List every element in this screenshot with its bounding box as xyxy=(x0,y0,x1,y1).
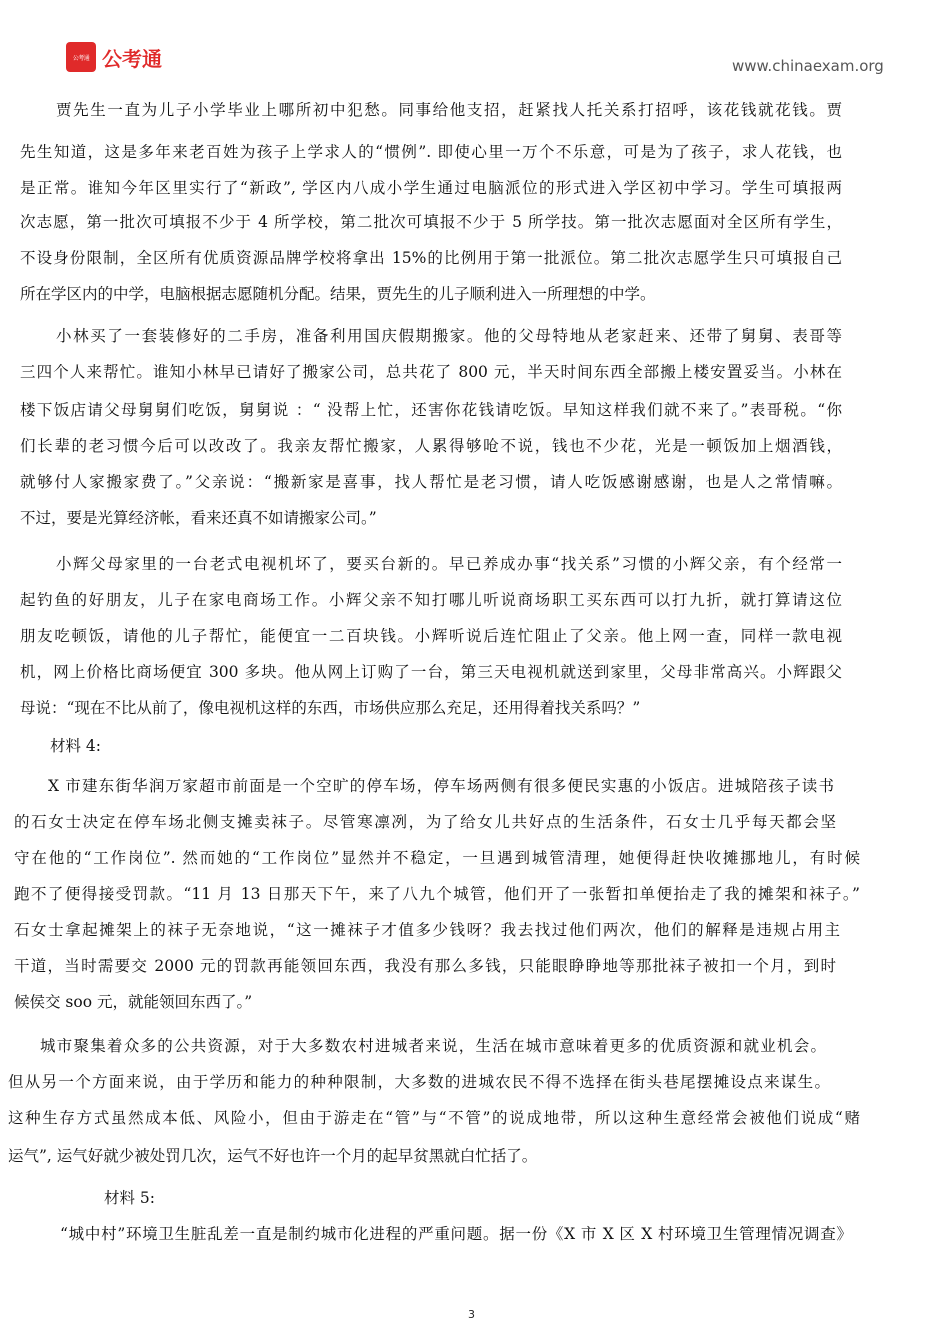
logo-badge-icon: 公考通 xyxy=(66,42,96,72)
paragraph-city-line: 城市聚集着众多的公共资源，对于大多数农村进城者来说，生活在城市意味着更多的优质资源和就业机会。 xyxy=(40,1037,826,1055)
paragraph-jia-line: 先生知道，这是多年来老百姓为孩子上学求人的“惯例”. 即使心里一万个不乐意，可是为了孩子，求人花钱，也 xyxy=(20,143,842,161)
paragraph-xiaohui-line: 起钓鱼的好朋友，儿子在家电商场工作。小辉父亲不知打哪儿听说商场职工买东西可以打九折，就打算请这位 xyxy=(20,591,842,609)
paragraph-city-line: 这种生存方式虽然成本低、风险小，但由于游走在“管”与“不管”的说成地带，所以这种生意经常会被他们说成“赌 xyxy=(8,1109,860,1127)
paragraph-jia-line: 次志愿，第一批次可填报不少于 4 所学校，第二批次可填报不少于 5 所学技。第一批次志愿面对全区所有学生， xyxy=(20,213,842,231)
header-url: www.chinaexam.org xyxy=(732,57,884,75)
header-logo xyxy=(66,42,162,72)
paragraph-city-line: 但从另一个方面来说，由于学历和能力的种种限制，大多数的进城农民不得不选择在街头巷尾摆摊设点来谋生。 xyxy=(8,1073,830,1091)
paragraph-city-line: 运气”, 运气好就少被处罚几次，运气不好也许一个月的起早贫黑就白忙括了。 xyxy=(8,1147,538,1165)
paragraph-shi-line: 候侯交 soo 元，就能领回东西了。” xyxy=(14,993,253,1011)
material-4-heading-line: 材料 4: xyxy=(50,737,102,755)
paragraph-xiaohui-line: 母说：“现在不比从前了，像电视机这样的东西，市场供应那么充足，还用得着找关系吗？” xyxy=(20,699,641,717)
material-5-heading-line: 材料 5: xyxy=(104,1189,156,1207)
paragraph-jia-line: 不设身份限制，全区所有优质资源品牌学校将拿出 15%的比例用于第一批派位。第二批次志愿学生只可填报自己 xyxy=(20,249,842,267)
paragraph-jia-line: 所在学区内的中学，电脑根据志愿随机分配。结果，贾先生的儿子顺利进入一所理想的中学。 xyxy=(20,285,656,303)
paragraph-village-line: “城中村”环境卫生脏乱差一直是制约城市化进程的严重问题。据一份《X 市 X 区 X 村环境卫生管理情况调查》 xyxy=(60,1225,852,1243)
paragraph-xiaohui-line: 小辉父母家里的一台老式电视机坏了，要买台新的。早已养成办事“找关系”习惯的小辉父亲，有个经常一 xyxy=(56,555,842,573)
paragraph-xiaolin-line: 楼下饭店请父母舅舅们吃饭，舅舅说 ：“ 没帮上忙，还害你花钱请吃饭。早知这样我们就不来了。”表哥税。“你 xyxy=(20,401,842,419)
paragraph-xiaolin-line: 不过，要是光算经济帐，看来还真不如请搬家公司。” xyxy=(20,509,377,527)
paragraph-jia-line: 贾先生一直为儿子小学毕业上哪所初中犯愁。同事给他支招，赶紧找人托关系打招呼，该花钱就花钱。贾 xyxy=(56,101,842,119)
paragraph-xiaolin-line: 就够付人家搬家费了。”父亲说：“搬新家是喜事，找人帮忙是老习惯，请人吃饭感谢感谢，也是人之常情嘛。 xyxy=(20,473,842,491)
logo-text: 公考通 xyxy=(102,46,162,71)
paragraph-shi-line: X 市建东街华润万家超市前面是一个空旷的停车场，停车场两侧有很多便民实惠的小饭店。进城陪孩子读书 xyxy=(48,777,834,795)
paragraph-shi-line: 石女士拿起摊架上的袜子无奈地说，“这一摊袜子才值多少钱呀？我去找过他们两次，他们的解释是违规占用主 xyxy=(14,921,840,939)
paragraph-jia-line: 是正常。谁知今年区里实行了“新政”, 学区内八成小学生通过电脑派位的形式进入学区初中学习。学生可填报两 xyxy=(20,179,842,197)
paragraph-shi-line: 干道，当时需要交 2000 元的罚款再能领回东西，我没有那么多钱，只能眼睁睁地等那批袜子被扣一个月，到时 xyxy=(14,957,836,975)
paragraph-xiaohui-line: 机，网上价格比商场便宜 300 多块。他从网上订购了一台，第三天电视机就送到家里，父母非常高兴。小辉跟父 xyxy=(20,663,842,681)
paragraph-xiaolin-line: 们长辈的老习惯今后可以改改了。我亲友帮忙搬家，人累得够呛不说，钱也不少花，光是一顿饭加上烟酒钱， xyxy=(20,437,842,455)
paragraph-xiaolin-line: 小林买了一套装修好的二手房，准备利用国庆假期搬家。他的父母特地从老家赶来、还带了舅舅、表哥等 xyxy=(56,327,842,345)
paragraph-shi-line: 的石女士决定在停车场北侧支摊卖袜子。尽管寒凛冽，为了给女儿共好点的生活条件，石女士几乎每天都会坚 xyxy=(14,813,836,831)
paragraph-shi-line: 守在他的“工作岗位”. 然而她的“工作岗位”显然并不稳定，一旦遇到城管清理，她便得赶快收摊挪地儿，有时候 xyxy=(14,849,860,867)
paragraph-shi-line: 跑不了便得接受罚款。“11 月 13 日那天下午，来了八九个城管，他们开了一张暂扣单便抬走了我的摊架和袜子。” xyxy=(14,885,860,903)
page-number: 3 xyxy=(468,1308,475,1321)
paragraph-xiaolin-line: 三四个人来帮忙。谁知小林早已请好了搬家公司，总共花了 800 元，半天时间东西全部搬上楼安置妥当。小林在 xyxy=(20,363,842,381)
paragraph-xiaohui-line: 朋友吃顿饭，请他的儿子帮忙，能便宜一二百块钱。小辉听说后连忙阻止了父亲。他上网一查，同样一款电视 xyxy=(20,627,842,645)
